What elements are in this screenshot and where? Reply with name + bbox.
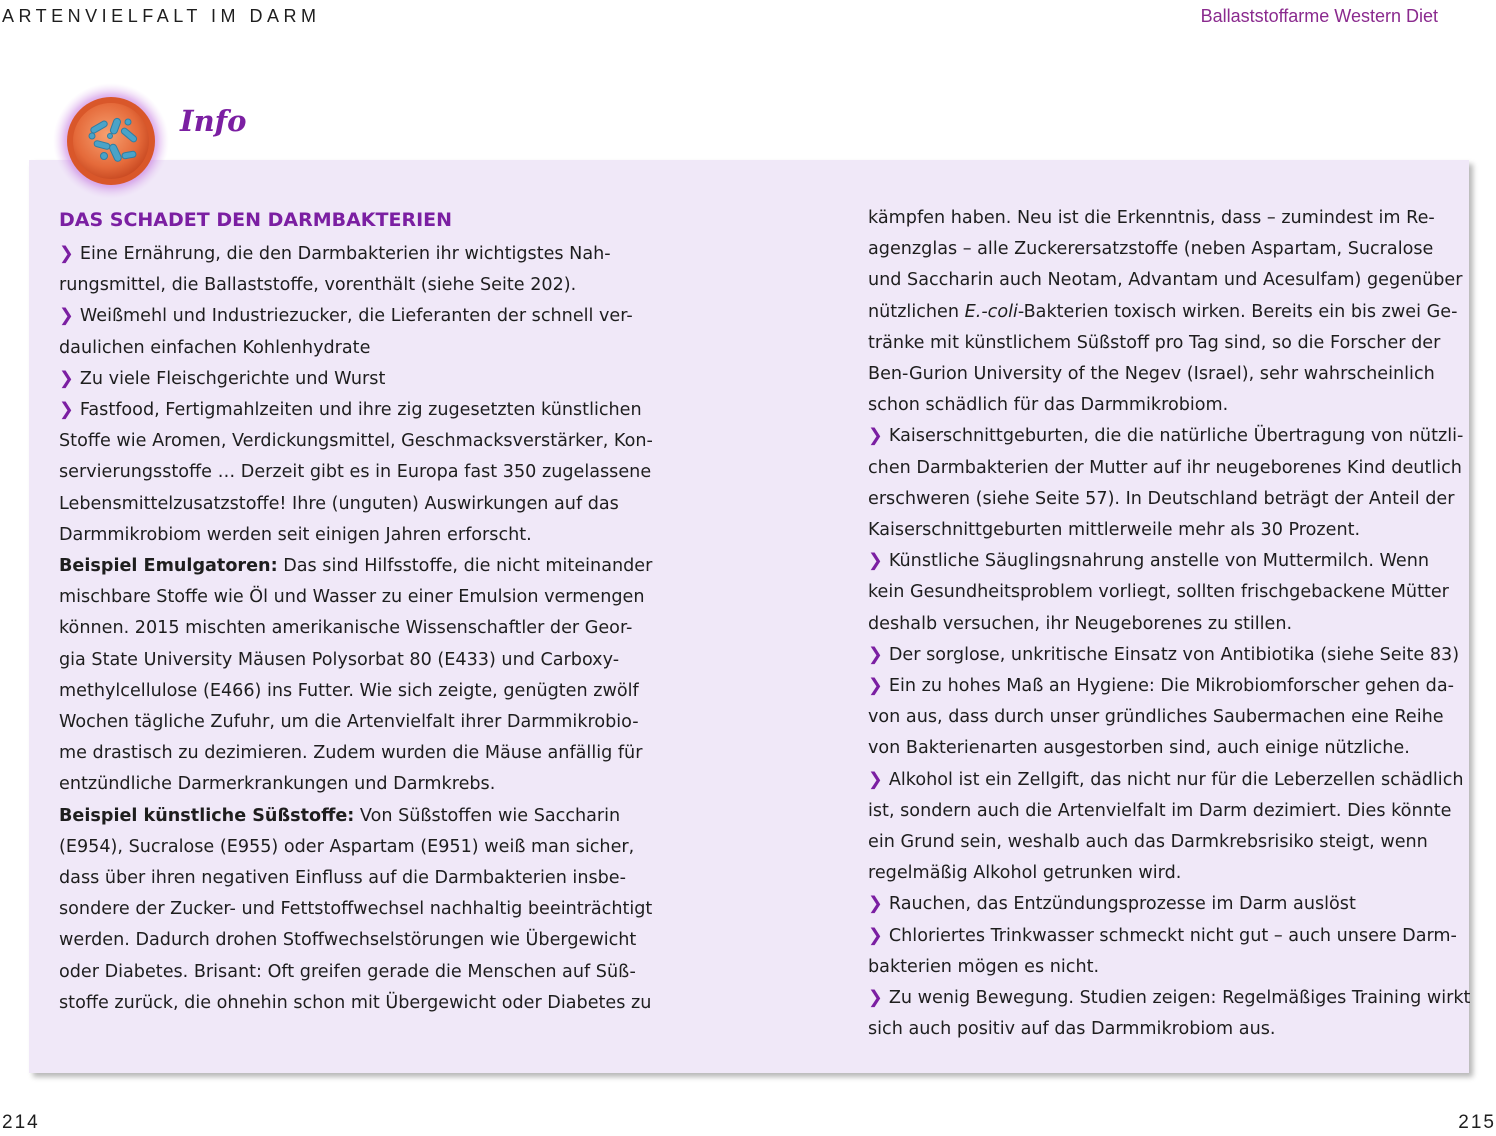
chevron-right-icon: ❯: [59, 306, 80, 327]
line-text: Eine Ernährung, die den Darmbakterien ihr wichtigstes Nah-: [79, 244, 611, 264]
line-text: Chloriertes Trinkwasser schmeckt nicht gut – auch unsere Darm-: [888, 925, 1457, 946]
line-text: ist, sondern auch die Artenvielfalt im Darm dezimiert. Dies könnte: [868, 800, 1452, 821]
text-line: [868, 265, 1463, 296]
text-line: [59, 957, 639, 988]
line-text: entzündliche Darmerkrankungen und Darmkrebs.: [59, 774, 496, 795]
text-line: [59, 894, 653, 925]
bullet-line: [868, 546, 1448, 577]
info-title: Info: [180, 104, 247, 138]
text-line: [868, 234, 1448, 265]
line-text: stoffe zurück, die ohnehin schon mit Übergewicht oder Diabetes zu: [59, 992, 652, 1013]
line-text: ein Grund sein, weshalb auch das Darmkrebsrisiko steigt, wenn: [868, 832, 1428, 853]
line-text: Ben-Gurion University of the Negev (Israel), sehr wahrscheinlich: [868, 364, 1435, 385]
text-line: [868, 359, 1448, 390]
bullet-line: [868, 671, 1454, 702]
text-line: [59, 520, 639, 551]
text-line: [868, 733, 1448, 764]
section-heading: DAS SCHADET DEN DARMBAKTERIEN: [59, 209, 453, 231]
line-text: bakterien mögen es nicht.: [868, 956, 1100, 977]
text-line: [59, 426, 653, 457]
line-text: deshalb versuchen, ihr Neugeborenes zu stillen.: [868, 613, 1293, 634]
line-text: regelmäßig Alkohol getrunken wird.: [868, 863, 1182, 884]
line-text: servierungsstoffe … Derzeit gibt es in Europa fast 350 zugelassene: [59, 462, 652, 483]
text-line: [868, 827, 1448, 858]
text-line: [59, 988, 652, 1019]
line-text: Kaiserschnittgeburten mittlerweile mehr als 30 Prozent.: [868, 520, 1361, 541]
bullet-line: [59, 395, 642, 426]
text-line: [868, 203, 1448, 234]
chevron-right-icon: ❯: [868, 551, 889, 572]
line-text: schon schädlich für das Darmmikrobiom.: [868, 395, 1229, 416]
line-text: daulichen einfachen Kohlenhydrate: [59, 337, 371, 358]
text-line: [868, 858, 1448, 889]
italic-term: E.-coli: [964, 301, 1018, 322]
line-text: Das sind Hilfsstoffe, die nicht miteinander: [277, 556, 653, 577]
text-line: [59, 707, 639, 738]
bacteria-icon: [52, 82, 170, 200]
text-line: [868, 1014, 1448, 1045]
chevron-right-icon: ❯: [868, 769, 889, 790]
left-column: [59, 205, 653, 1019]
bold-lead: Beispiel künstliche Süßstoffe:: [59, 805, 355, 826]
text-line: [868, 515, 1448, 546]
text-line: [868, 297, 1458, 328]
line-text: nützlichen: [868, 301, 965, 322]
chevron-right-icon: ❯: [59, 400, 80, 421]
text-line: [59, 551, 653, 582]
line-text: Der sorglose, unkritische Einsatz von Antibiotika (siehe Seite 83): [888, 644, 1460, 665]
line-text: oder Diabetes. Brisant: Oft greifen gerade die Menschen auf Süß-: [59, 961, 636, 982]
line-text: (E954), Sucralose (E955) oder Aspartam (E951) weiß man sicher,: [59, 836, 635, 857]
line-text: Von Süßstoffen wie Saccharin: [354, 805, 621, 826]
line-text: Rauchen, das Entzündungsprozesse im Darm auslöst: [888, 894, 1356, 915]
text-line: [59, 270, 639, 301]
text-line: [59, 645, 639, 676]
line-text: Kaiserschnittgeburten, die die natürliche Übertragung von nützli-: [888, 426, 1464, 447]
line-text: tränke mit künstlichem Süßstoff pro Tag sind, so die Forscher der: [868, 332, 1441, 353]
line-text: Weißmehl und Industriezucker, die Lieferanten der schnell ver-: [79, 306, 633, 327]
text-line: [59, 489, 639, 520]
line-text: kein Gesundheitsproblem vorliegt, sollten frischgebackene Mütter: [868, 582, 1449, 603]
line-text: chen Darmbakterien der Mutter auf ihr neugeborenes Kind deutlich: [868, 457, 1462, 478]
text-line: [59, 457, 652, 488]
line-text: Lebensmittelzusatzstoffe! Ihre (unguten) Auswirkungen auf das: [59, 493, 619, 514]
right-column-lines: [868, 203, 1471, 1045]
text-line: [59, 613, 639, 644]
chevron-right-icon: ❯: [59, 368, 80, 389]
line-text: me drastisch zu dezimieren. Zudem wurden die Mäuse anfällig für: [59, 743, 643, 764]
line-text: Zu viele Fleischgerichte und Wurst: [79, 368, 386, 389]
line-text: Alkohol ist ein Zellgift, das nicht nur für die Leberzellen schädlich: [888, 769, 1464, 790]
line-text: können. 2015 mischten amerikanische Wissenschaftler der Geor-: [59, 618, 633, 639]
text-line: [868, 609, 1448, 640]
line-text: gia State University Mäusen Polysorbat 80 (E433) und Carboxy-: [59, 649, 620, 670]
text-line: [59, 676, 639, 707]
chevron-right-icon: ❯: [59, 244, 80, 264]
text-line: [59, 582, 645, 613]
line-text: agenzglas – alle Zuckerersatzstoffe (neben Aspartam, Sucralose: [868, 239, 1434, 260]
line-text: von Bakterienarten ausgestorben sind, auch einige nützliche.: [868, 738, 1410, 759]
text-line: [868, 453, 1462, 484]
chevron-right-icon: ❯: [868, 644, 889, 665]
chevron-right-icon: ❯: [868, 894, 889, 915]
line-text-cont: -Bakterien toxisch wirken. Bereits ein bis zwei Ge-: [1017, 301, 1458, 322]
text-line: [868, 577, 1448, 608]
line-text: von aus, dass durch unser gründliches Saubermachen eine Reihe: [868, 707, 1444, 728]
line-text: Fastfood, Fertigmahlzeiten und ihre zig zugesetzten künstlichen: [79, 400, 642, 421]
line-text: sondere der Zucker- und Fettstoffwechsel nachhaltig beeinträchtigt: [59, 899, 653, 920]
line-text: kämpfen haben. Neu ist die Erkenntnis, dass – zumindest im Re-: [868, 208, 1435, 228]
bullet-line: [868, 889, 1448, 920]
text-line: [59, 738, 643, 769]
bullet-line: [868, 921, 1457, 952]
line-text: methylcellulose (E466) ins Futter. Wie sich zeigte, genügten zwölf: [59, 680, 639, 701]
text-line: [868, 390, 1448, 421]
text-line: [59, 863, 639, 894]
line-text: erschweren (siehe Seite 57). In Deutschland beträgt der Anteil der: [868, 488, 1455, 509]
text-line: [868, 952, 1448, 983]
page-number-right: 215: [1458, 1112, 1496, 1133]
line-text: Wochen tägliche Zufuhr, um die Artenvielfalt ihrer Darmmikrobio-: [59, 712, 639, 733]
bullet-line: [868, 421, 1464, 452]
text-line: [868, 796, 1452, 827]
bullet-line: [59, 239, 639, 270]
right-column: [868, 203, 1471, 1045]
running-head-section: Ballaststoffarme Western Diet: [1200, 6, 1438, 26]
bullet-line: [868, 640, 1460, 671]
running-head-chapter: ARTENVIELFALT IM DARM: [2, 6, 321, 26]
line-text: und Saccharin auch Neotam, Advantam und Acesulfam) gegenüber: [868, 270, 1463, 291]
text-line: [868, 484, 1455, 515]
line-text: Zu wenig Bewegung. Studien zeigen: Regelmäßiges Training wirkt: [888, 988, 1471, 1009]
line-text: Darmmikrobiom werden seit einigen Jahren erforscht.: [59, 524, 532, 545]
text-line: [868, 702, 1448, 733]
bullet-line: [59, 301, 639, 332]
line-text: mischbare Stoffe wie Öl und Wasser zu einer Emulsion vermengen: [59, 587, 645, 608]
chevron-right-icon: ❯: [868, 426, 889, 447]
line-text: sich auch positiv auf das Darmmikrobiom aus.: [868, 1019, 1276, 1040]
bullet-line: [868, 765, 1464, 796]
chevron-right-icon: ❯: [868, 676, 889, 697]
left-column-lines: [59, 239, 653, 1019]
line-text: werden. Dadurch drohen Stoffwechselstörungen wie Übergewicht: [59, 930, 637, 951]
text-line: [59, 801, 639, 832]
line-text: rungsmittel, die Ballaststoffe, vorenthält (siehe Seite 202).: [59, 275, 577, 296]
bold-lead: Beispiel Emulgatoren:: [59, 556, 278, 577]
text-line: [868, 328, 1448, 359]
bullet-line: [59, 364, 639, 395]
line-text: dass über ihren negativen Einfluss auf die Darmbakterien insbe-: [59, 868, 626, 889]
line-text: Stoffe wie Aromen, Verdickungsmittel, Geschmacksverstärker, Kon-: [59, 431, 653, 452]
chevron-right-icon: ❯: [868, 988, 889, 1009]
bullet-line: [868, 983, 1471, 1014]
page-number-left: 214: [2, 1112, 40, 1133]
line-text: Ein zu hohes Maß an Hygiene: Die Mikrobiomforscher gehen da-: [888, 676, 1454, 697]
text-line: [59, 832, 639, 863]
line-text: Künstliche Säuglingsnahrung anstelle von Muttermilch. Wenn: [888, 551, 1430, 572]
text-line: [59, 769, 639, 800]
chevron-right-icon: ❯: [868, 925, 889, 946]
text-line: [59, 333, 639, 364]
text-line: [59, 925, 639, 956]
